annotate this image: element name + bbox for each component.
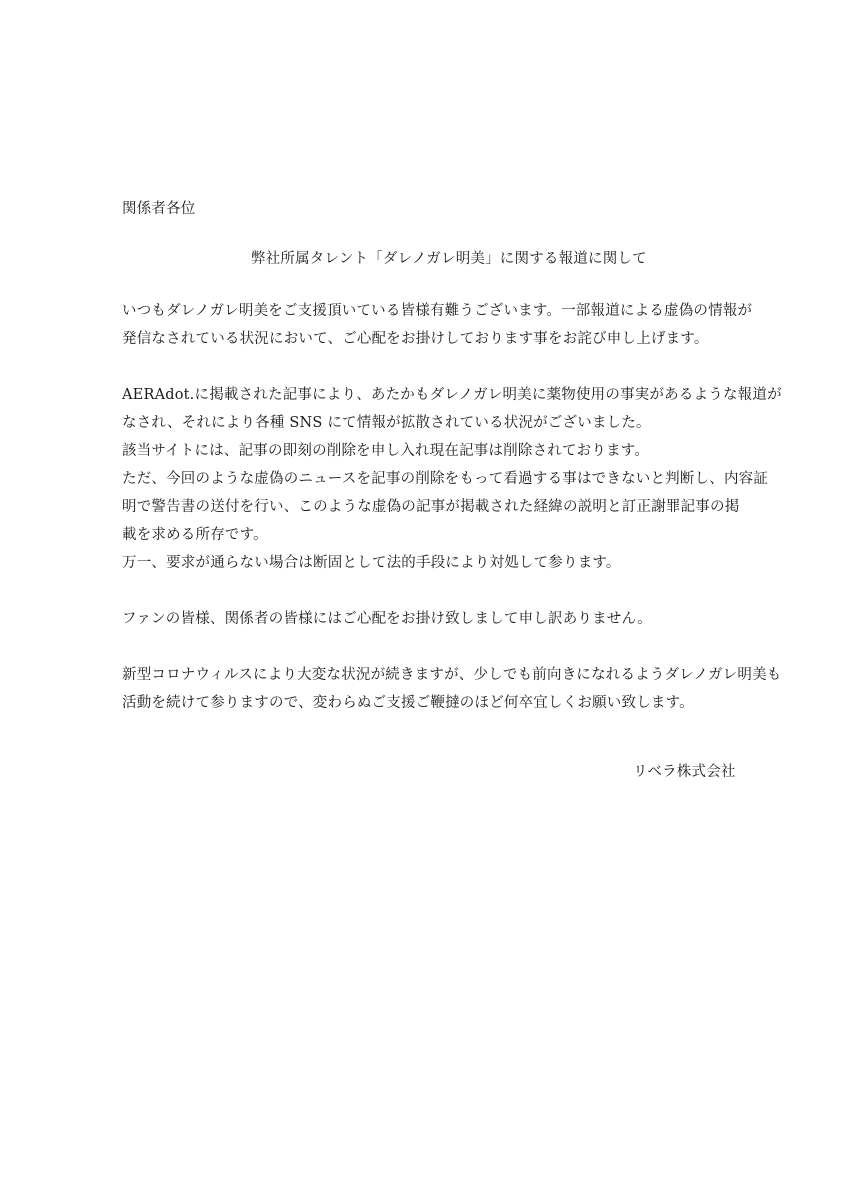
paragraph-1-line-2: 発信なされている状況において、ご心配をお掛けしております事をお詫び申し上げます。 [122, 331, 709, 347]
document-title: 弊社所属タレント「ダレノガレ明美」に関する報道に関して [251, 251, 647, 267]
paragraph-2-line-6: 載を求める所存です。 [122, 527, 268, 543]
paragraph-3-line-1: ファンの皆様、関係者の皆様にはご心配をお掛け致しまして申し訳ありません。 [122, 611, 652, 627]
paragraph-4-line-2: 活動を続けて参りますので、変わらぬご支援ご鞭撻のほど何卒宜しくお願い致します。 [122, 695, 694, 711]
paragraph-2-line-1: AERAdot.に掲載された記事により、あたかもダレノガレ明美に薬物使用の事実があるような報道が [122, 387, 782, 403]
paragraph-2-line-5: 明で警告書の送付を行い、このような虚偽の記事が掲載された経緯の説明と訂正謝罪記事の掲 [122, 499, 740, 515]
paragraph-4-line-1: 新型コロナウィルスにより大変な状況が続きますが、少しでも前向きになれるようダレノガレ明美も [122, 667, 782, 683]
salutation: 関係者各位 [122, 201, 196, 217]
paragraph-2-line-7: 万一、要求が通らない場合は断固として法的手段により対処して参ります。 [122, 555, 621, 571]
company-signature: リベラ株式会社 [633, 764, 736, 780]
paragraph-2-line-4: ただ、今回のような虚偽のニュースを記事の削除をもって看過する事はできないと判断し、内容証 [122, 471, 769, 487]
paragraph-2-line-2: なされ、それにより各種 SNS にて情報が拡散されている状況がございました。 [122, 415, 651, 431]
paragraph-2-line-3: 該当サイトには、記事の即刻の削除を申し入れ現在記事は削除されております。 [122, 443, 650, 459]
paragraph-1-line-1: いつもダレノガレ明美をご支援頂いている皆様有難うございます。一部報道による虚偽の情報が [122, 303, 753, 319]
